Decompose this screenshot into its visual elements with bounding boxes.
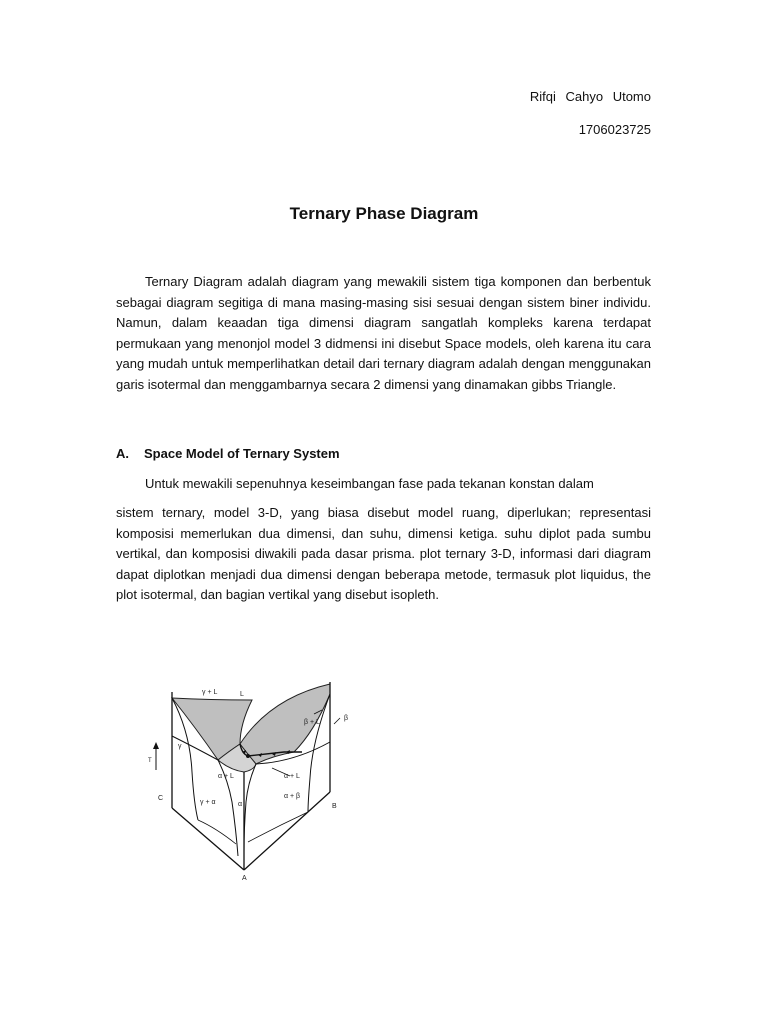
label-alpha-l-left: α + L — [218, 773, 234, 780]
label-alpha: α — [238, 801, 243, 808]
ternary-space-model-diagram — [144, 672, 368, 882]
label-beta: β — [344, 715, 349, 722]
eutectic-point — [246, 754, 250, 758]
label-alpha-l-right: α + L — [284, 773, 300, 780]
boundary-bottom-left — [198, 820, 236, 844]
label-alpha-beta: α + β — [284, 793, 301, 800]
intro-paragraph: Ternary Diagram adalah diagram yang mewakili sistem tiga komponen dan berbentuk sebagai diagram segitiga di mana masing-masing sisi sesuai dengan sistem biner individu. Namun, dalam keaadan tiga dimensi diagram sangatlah kompleks karena terdapat permukaan yang menonjol model 3 didmensi ini disebut Space models, oleh karena itu cara yang mudah untuk memperlihatkan detail dari ternary diagram adalah dengan menggunakan garis isotermal dan menggambarnya secara 2 dimensi yang dinamakan gibbs Triangle. — [116, 274, 651, 392]
prism-base-left — [172, 808, 244, 870]
section-heading — [116, 446, 340, 461]
label-b: B — [332, 803, 337, 810]
label-a: A — [242, 875, 247, 882]
author-block — [530, 88, 651, 138]
temperature-axis-arrowhead — [153, 742, 159, 749]
section-title: Space Model of Ternary System — [144, 446, 340, 461]
section-paragraph-1: Untuk mewakili sepenuhnya keseimbangan fase pada tekanan konstan dalam — [145, 476, 594, 491]
label-gamma-alpha: γ + α — [200, 799, 216, 806]
section-number: A. — [116, 446, 129, 461]
student-id: 1706023725 — [578, 122, 651, 137]
label-gamma-l: γ + L — [202, 689, 218, 696]
label-c: C — [158, 795, 164, 802]
pointer-beta — [334, 718, 340, 724]
section-paragraph-2: sistem ternary, model 3-D, yang biasa disebut model ruang, diperlukan; representasi komposisi memerlukan dua dimensi, dan suhu, dimensi ketiga. suhu diplot pada sumbu vertikal, dan komposisi diwakili pada dasar prisma. plot ternary 3-D, informasi dari diagram dapat diplotkan menjadi dua dimensi dengan beberapa metode, termasuk plot liquidus, the plot isotermal, dan bagian vertikal yang disebut isopleth. — [116, 505, 651, 602]
space-model-figure — [144, 672, 368, 882]
label-t-axis: T — [148, 758, 152, 764]
prism-base-right — [244, 792, 330, 870]
author-name: Rifqi Cahyo Utomo — [529, 89, 651, 104]
document-title: Ternary Phase Diagram — [289, 204, 479, 223]
label-gamma: γ — [178, 743, 182, 750]
boundary-bottom-right — [248, 812, 308, 842]
label-beta-l: β + L — [304, 719, 320, 726]
label-l: L — [240, 691, 244, 698]
